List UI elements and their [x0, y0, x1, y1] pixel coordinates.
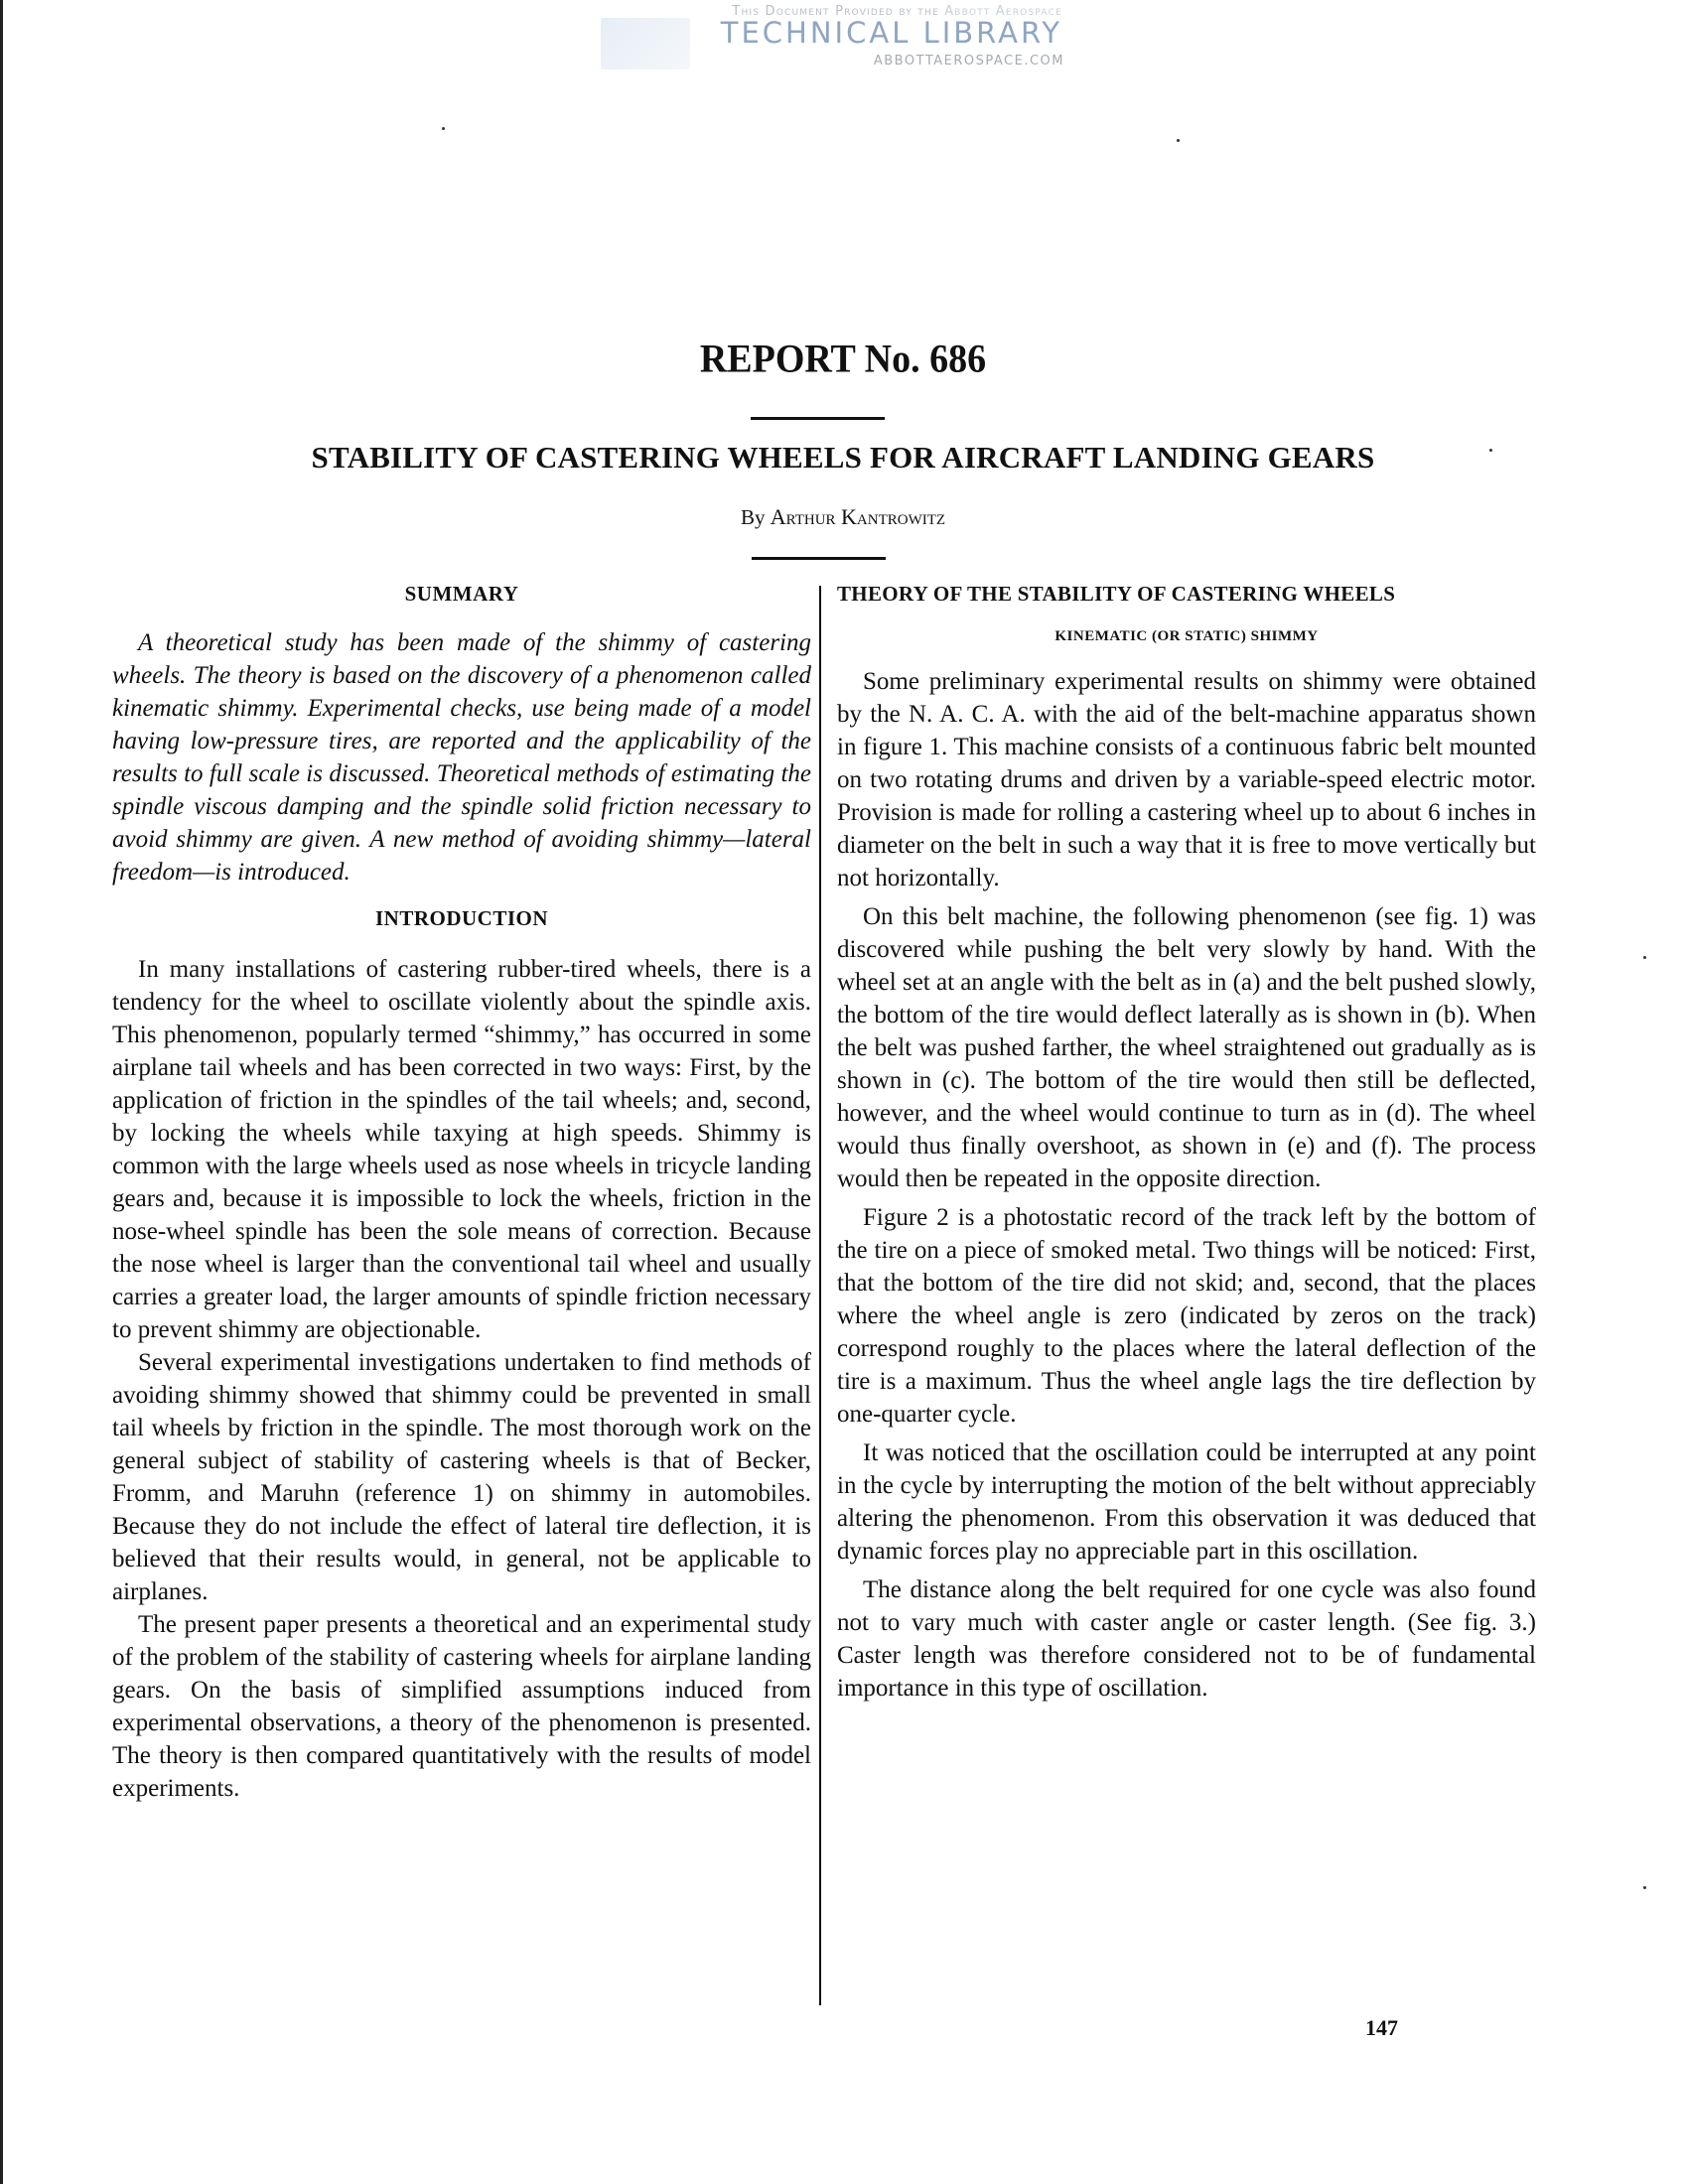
page-number: 147: [1365, 2015, 1398, 2040]
introduction-paragraph: In many installations of castering rubber-tired wheels, there is a tendency for the wheel to oscillate violently about the spindle axis. This phenomenon, popularly termed “shimmy,” has occurred in some airplane tail wheels and has been corrected in two ways: First, by the application of friction in the spindles of the tail wheels; and, second, by locking the wheels while taxying at high speeds. Shimmy is common with the large wheels used as nose wheels in tricycle landing gears and, because it is impossible to lock the wheels, friction in the nose-wheel spindle has been the sole means of correction. Because the nose wheel is larger than the conventional tail wheel and usually carries a greater load, the larger amounts of spindle friction necessary to prevent shimmy are objectionable.: [112, 956, 811, 1343]
summary-paragraph: A theoretical study has been made of the shimmy of castering wheels. The theory is based on the discovery of a phenomenon called kinematic shimmy. Experimental checks, use being made of a model having low-pressure tires, are reported and the applicability of the results to full scale is discussed. Theoretical methods of estimating the spindle viscous damping and the spindle solid friction necessary to avoid shimmy are given. A new method of avoiding shimmy—lateral freedom—is introduced.: [112, 629, 811, 886]
body-paragraph: The distance along the belt required for one cycle was also found not to vary much with caster angle or caster length. (See fig. 3.) Caster length was therefore considered not to be of fundamental importance in this type of oscillation.: [837, 1576, 1536, 1702]
watermark-library-title: TECHNICAL LIBRARY: [720, 16, 1062, 50]
right-column: [837, 578, 1536, 1705]
scan-speck: [1643, 1886, 1646, 1889]
paper-title: STABILITY OF CASTERING WHEELS FOR AIRCRAFT LANDING GEARS: [311, 440, 1375, 475]
byline-prefix: By: [740, 505, 766, 529]
scan-speck: [442, 127, 445, 130]
byline: [0, 504, 1686, 530]
left-column: [112, 578, 811, 1805]
author-name: Arthur Kantrowitz: [770, 504, 946, 529]
title-rule-top: [751, 417, 885, 420]
watermark-brand: Abbott Aerospace: [944, 4, 1062, 19]
watermark-url: ABBOTTAEROSPACE.COM: [873, 54, 1064, 68]
page-left-edge: [0, 0, 3, 2184]
scan-speck: [1643, 956, 1646, 959]
summary-heading: SUMMARY: [404, 582, 519, 606]
column-divider: [819, 586, 821, 2005]
introduction-heading: INTRODUCTION: [374, 906, 549, 930]
body-paragraph: Some preliminary experimental results on shimmy were obtained by the N. A. C. A. with the aid of the belt-machine apparatus shown in figure 1. This machine consists of a continuous fabric belt mounted on two rotating drums and driven by a variable-speed electric motor. Provision is made for rolling a castering wheel up to about 6 inches in diameter on the belt in such a way that it is free to move vertically but not horizontally.: [837, 668, 1536, 891]
body-paragraph: Figure 2 is a photostatic record of the track left by the bottom of the tire on a piece of smoked metal. Two things will be noticed: First, that the bottom of the tire did not skid; and, second, that the places where the wheel angle is zero (indicated by zeros on the track) correspond roughly to the places where the lateral deflection of the tire is a maximum. Thus the wheel angle lags the tire deflection by one-quarter cycle.: [837, 1204, 1536, 1428]
watermark: [596, 0, 1072, 79]
kinematic-shimmy-subheading: KINEMATIC (OR STATIC) SHIMMY: [1054, 628, 1319, 644]
title-rule-bottom: [752, 557, 886, 560]
introduction-paragraph: The present paper presents a theoretical and an experimental study of the problem of the stability of castering wheels for airplane landing gears. On the basis of simplified assumptions induced from experimental observations, a theory of the phenomenon is presented. The theory is then compared quantitatively with the results of model experiments.: [112, 1611, 811, 1802]
watermark-prefix: This Document Provided by the: [732, 4, 939, 19]
report-number: REPORT No. 686: [699, 337, 987, 382]
scan-speck: [1177, 139, 1180, 142]
body-paragraph: It was noticed that the oscillation could be interrupted at any point in the cycle by interrupting the motion of the belt without appreciably altering the phenomenon. From this observation it was deduced that dynamic forces play no appreciable part in this oscillation.: [837, 1439, 1536, 1565]
introduction-paragraph: Several experimental investigations undertaken to find methods of avoiding shimmy showed that shimmy could be prevented in small tail wheels by friction in the spindle. The most thorough work on the general subject of stability of castering wheels is that of Becker, Fromm, and Maruhn (reference 1) on shimmy in automobiles. Because they do not include the effect of lateral tire deflection, it is believed that their results would, in general, not be applicable to airplanes.: [112, 1349, 811, 1605]
theory-heading: THEORY OF THE STABILITY OF CASTERING WHEELS: [837, 582, 1396, 606]
body-paragraph: On this belt machine, the following phenomenon (see fig. 1) was discovered while pushing the belt very slowly by hand. With the wheel set at an angle with the belt as in (a) and the belt pushed slowly, the bottom of the tire would deflect laterally as is shown in (b). When the belt was pushed farther, the wheel straightened out gradually as is shown in (c). The bottom of the tire would then still be deflected, however, and the wheel would continue to turn as in (d). The wheel would thus finally overshoot, as shown in (e) and (f). The process would then be repeated in the opposite direction.: [837, 903, 1536, 1192]
